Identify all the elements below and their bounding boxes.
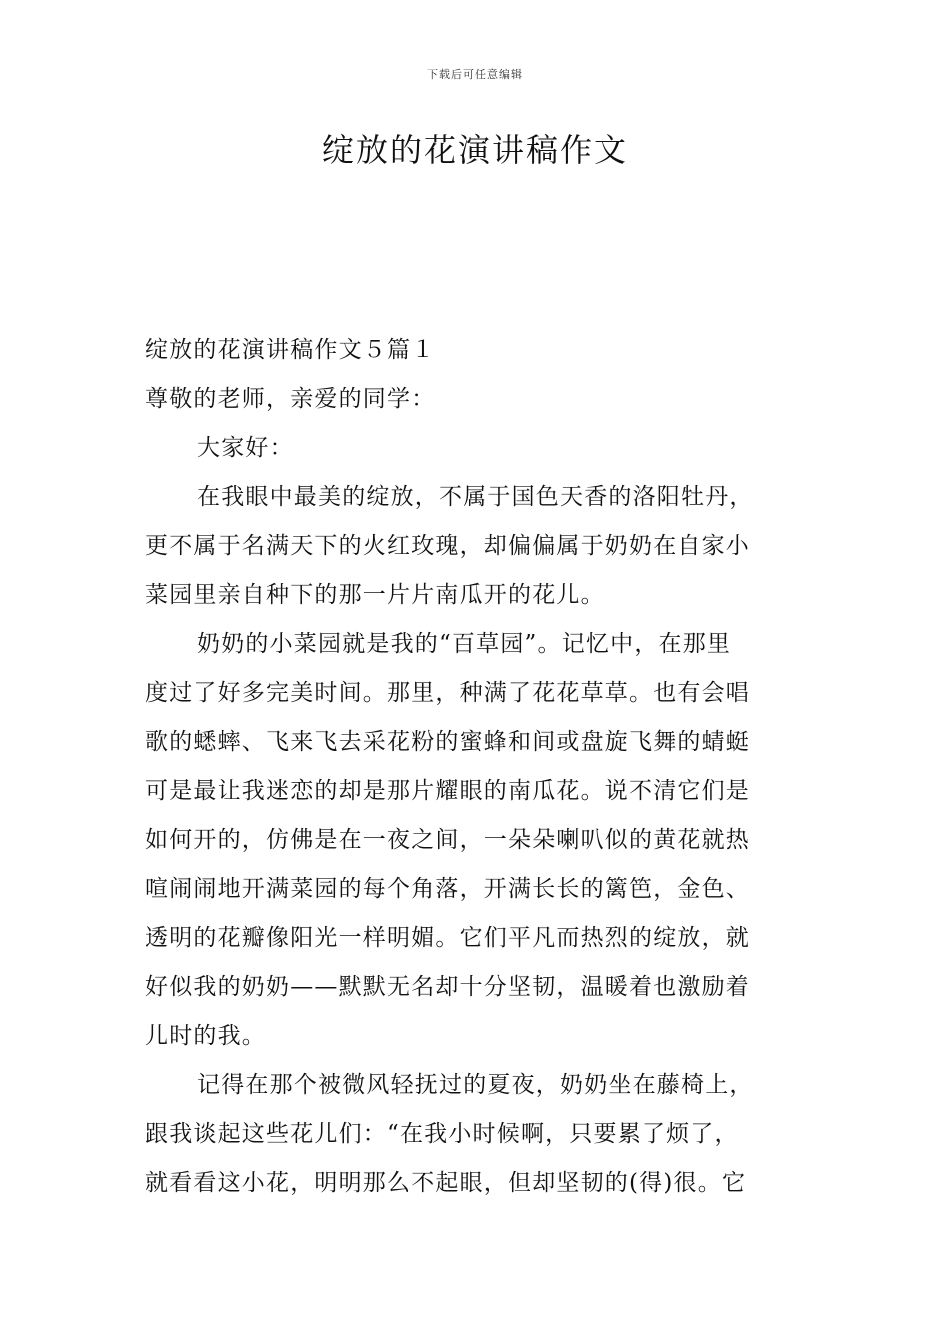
- body-line: 歌的蟋蟀、飞来飞去采花粉的蜜蜂和间或盘旋飞舞的蜻蜓: [145, 729, 750, 755]
- body-line: 度过了好多完美时间。那里，种满了花花草草。也有会唱: [145, 680, 750, 706]
- body-line: 菜园里亲自种下的那一片片南瓜开的花儿。: [145, 582, 605, 608]
- document-body: [145, 326, 807, 1208]
- body-line: 在我眼中最美的绽放，不属于国色天香的洛阳牡丹，: [197, 484, 754, 510]
- body-line: 可是最让我迷恋的却是那片耀眼的南瓜花。说不清它们是: [145, 778, 750, 804]
- body-line: 喧闹闹地开满菜园的每个角落，开满长长的篱笆，金色、: [145, 876, 750, 902]
- header-note: 下载后可任意编辑: [427, 68, 523, 81]
- document-title: 绽放的花演讲稿作文: [321, 131, 628, 169]
- body-line: 就看看这小花，明明那么不起眼，但却坚韧的(得)很。它: [145, 1170, 747, 1196]
- body-line: 绽放的花演讲稿作文５篇１: [145, 337, 436, 363]
- body-line: 透明的花瓣像阳光一样明媚。它们平凡而热烈的绽放，就: [145, 925, 750, 951]
- body-line: 记得在那个被微风轻抚过的夏夜，奶奶坐在藤椅上，: [197, 1072, 754, 1098]
- body-line: 尊敬的老师，亲爱的同学：: [145, 386, 436, 412]
- body-line: 如何开的，仿佛是在一夜之间，一朵朵喇叭似的黄花就热: [145, 827, 750, 853]
- body-line: 大家好：: [197, 435, 294, 461]
- body-line: 更不属于名满天下的火红玫瑰，却偏偏属于奶奶在自家小: [145, 533, 750, 559]
- body-line: 奶奶的小菜园就是我的“百草园”。记忆中，在那里: [197, 631, 732, 657]
- body-line: 儿时的我。: [145, 1023, 266, 1049]
- body-line: 好似我的奶奶——默默无名却十分坚韧，温暖着也激励着: [145, 974, 750, 1000]
- body-line: 跟我谈起这些花儿们：“在我小时候啊，只要累了烦了，: [145, 1121, 739, 1147]
